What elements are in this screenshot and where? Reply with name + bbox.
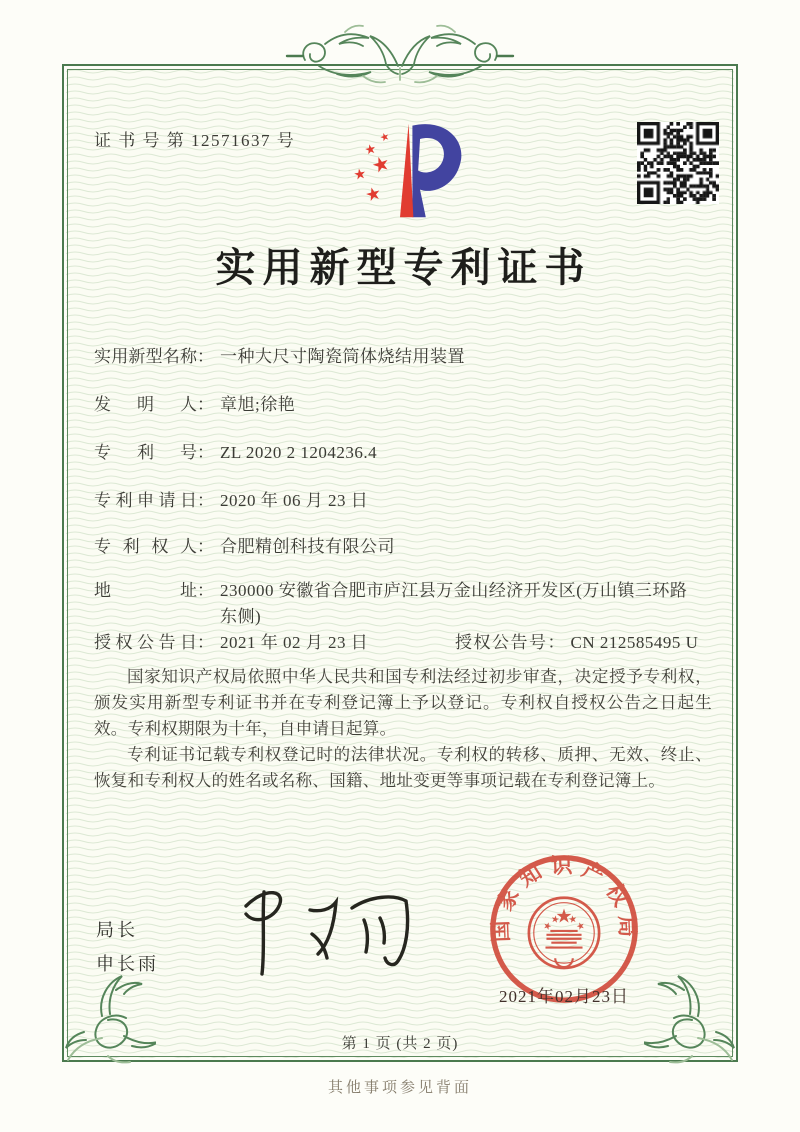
logo-red-wedge — [400, 124, 413, 218]
field-label: 发明人 — [94, 395, 197, 414]
top-scroll-ornament — [285, 14, 515, 94]
logo-stars — [354, 132, 391, 202]
field-row-patent-number — [94, 440, 714, 466]
field-row-address — [94, 578, 714, 630]
field-colon: ： — [197, 395, 214, 414]
field-value: 230000 安徽省合肥市庐江县万金山经济开发区(万山镇三环路东侧) — [220, 581, 688, 626]
logo-blue-p — [412, 124, 461, 217]
grant-number-pair — [455, 630, 698, 656]
field-label: 授权公告日 — [94, 633, 197, 652]
bottom-left-flourish-icon — [46, 972, 156, 1072]
field-colon: ： — [197, 491, 214, 510]
field-label: 专利权人 — [94, 537, 197, 556]
seal-date: 2021年02月23日 — [499, 987, 629, 1006]
field-row-filing-date — [94, 488, 714, 514]
reverse-side-note: 其他事项参见背面 — [327, 1080, 472, 1096]
field-value: ZL 2020 2 1204236.4 — [220, 443, 378, 462]
field-row-utility-name — [94, 344, 714, 370]
certificate-title: 实用新型专利证书 — [215, 245, 592, 290]
certificate-number: 证 书 号 第 12571637 号 — [94, 131, 296, 150]
legal-body-text — [94, 664, 712, 794]
field-row-patentee — [94, 534, 714, 560]
field-value: 一种大尺寸陶瓷筒体烧结用装置 — [220, 347, 465, 366]
field-value-grant-number: CN 212585495 U — [570, 633, 699, 652]
national-emblem-icon — [529, 898, 599, 968]
commissioner-name: 申长雨 — [96, 954, 159, 974]
field-row-grant — [94, 630, 714, 656]
field-label: 实用新型名称 — [94, 347, 197, 366]
commissioner-title: 局长 — [96, 920, 138, 940]
field-colon: ： — [547, 633, 565, 652]
field-row-inventor — [94, 392, 714, 418]
bottom-right-flourish-icon — [644, 972, 754, 1072]
qr-code — [637, 122, 719, 204]
field-colon: ： — [197, 633, 214, 652]
field-colon: ： — [197, 347, 214, 366]
handwritten-signature-icon — [212, 876, 412, 986]
page-indicator: 第 1 页 (共 2 页) — [341, 1036, 459, 1052]
field-colon: ： — [197, 443, 214, 462]
field-value: 2020 年 06 月 23 日 — [220, 491, 369, 510]
field-label: 地址 — [94, 581, 197, 600]
field-label: 授权公告号 — [455, 633, 548, 652]
body-paragraph-2: 专利证书记载专利权登记时的法律状况。专利权的转移、质押、无效、终止、恢复和专利权人的姓名或名称、国籍、地址变更等事项记载在专利登记簿上。 — [94, 745, 712, 790]
cnipa-patent-logo-icon — [338, 118, 483, 223]
field-colon: ： — [197, 537, 214, 556]
field-label: 专利号 — [94, 443, 197, 462]
seal-text: 国家知识产权局 — [488, 853, 640, 943]
body-paragraph-1: 国家知识产权局依照中华人民共和国专利法经过初步审查，决定授予专利权，颁发实用新型专利证书并在专利登记簿上予以登记。专利权自授权公告之日起生效。专利权期限为十年，自申请日起算。 — [94, 667, 712, 738]
field-value: 章旭;徐艳 — [220, 395, 296, 414]
field-value-grant-date: 2021 年 02 月 23 日 — [220, 633, 369, 652]
field-value: 合肥精创科技有限公司 — [220, 537, 395, 556]
field-colon: ： — [197, 581, 214, 600]
field-label: 专利申请日 — [94, 491, 197, 510]
